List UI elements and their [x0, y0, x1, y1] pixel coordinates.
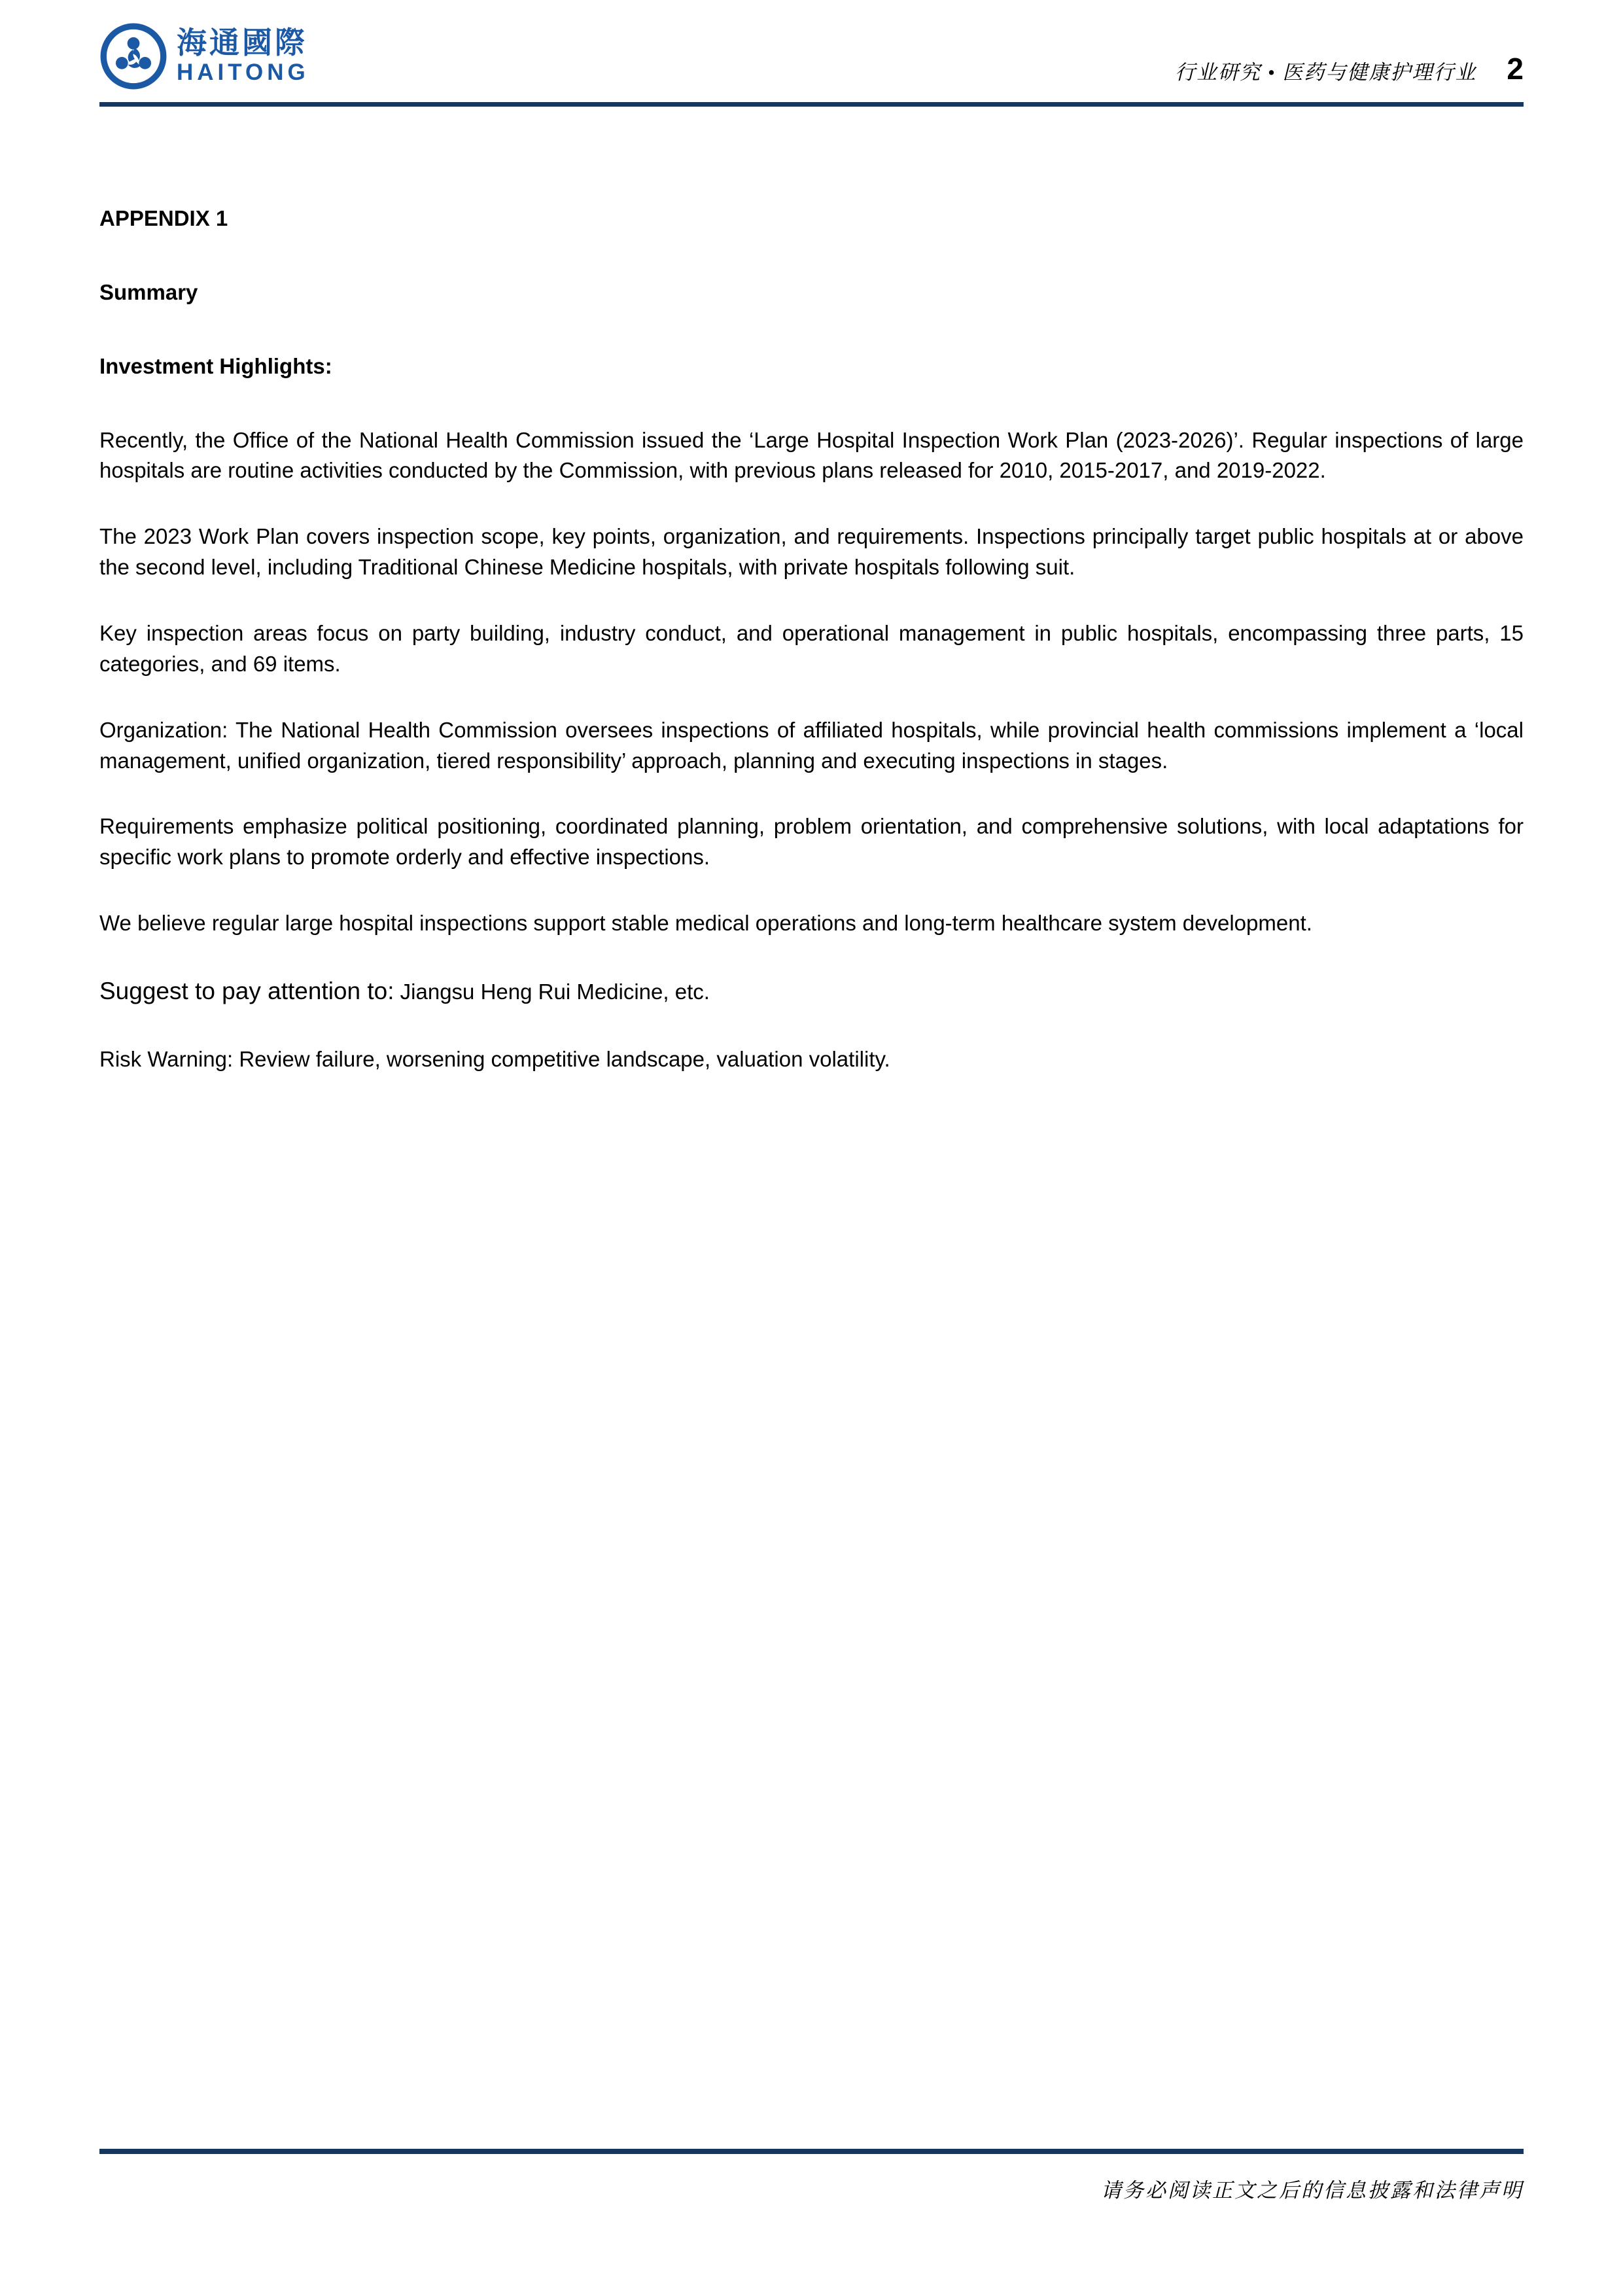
footer-disclaimer: 请务必阅读正文之后的信息披露和法律声明 — [1101, 2179, 1524, 2202]
paragraph-key-inspection-areas: Key inspection areas focus on party building, industry conduct, and operational management in public hospitals, encompassing three parts, 15 categories, and 69 items. — [99, 621, 1524, 676]
page-header — [99, 0, 1524, 97]
page-number: 2 — [1507, 52, 1524, 86]
paragraph-requirements: Requirements emphasize political positioning, coordinated planning, problem orientation, and comprehensive solutions, with local adaptations for specific work plans to promote orderly and effective inspections. — [99, 814, 1524, 870]
appendix-heading: APPENDIX 1 — [99, 206, 228, 230]
haitong-logo-icon — [99, 22, 167, 90]
paragraph-recent-plan: Recently, the Office of the National Health Commission issued the ‘Large Hospital Inspection Work Plan (2023-2026)’. Regular inspections of large hospitals are routine activities conducted by the Commission, with previous plans released for 2010, 2015-2017, and 2019-2022. — [99, 427, 1524, 483]
page-footer — [99, 2144, 1524, 2203]
paragraph-we-believe: We believe regular large hospital inspections support stable medical operations and long-term healthcare system development. — [99, 911, 1312, 936]
report-body — [99, 203, 1524, 1074]
header-divider — [99, 102, 1524, 107]
industry-topic-label: 行业研究 • 医药与健康护理行业 — [1175, 61, 1477, 84]
summary-heading: Summary — [99, 279, 198, 304]
paragraph-organization: Organization: The National Health Commission oversees inspections of affiliated hospitals, while provincial health commissions implement a ‘local management, unified organization, tiered responsibility’ approach, planning and executing inspections in stages. — [99, 717, 1524, 773]
suggest-attention-line — [99, 974, 1524, 1009]
risk-warning-line: Risk Warning: Review failure, worsening competitive landscape, valuation volatility. — [99, 1046, 890, 1071]
logo-chinese-name: 海通國際 — [177, 26, 307, 60]
header-right — [1175, 51, 1524, 90]
investment-highlights-heading: Investment Highlights: — [99, 353, 332, 378]
suggest-attention-lead: Suggest to pay attention to: — [99, 978, 394, 1005]
haitong-logo-text — [177, 27, 309, 85]
footer-divider — [99, 2149, 1524, 2154]
suggest-attention-companies: Jiangsu Heng Rui Medicine, etc. — [394, 980, 710, 1004]
paragraph-2023-work-plan: The 2023 Work Plan covers inspection scope, key points, organization, and requirements. Inspections principally target public hospitals at or above the second level, including Traditional Chinese Medicine hospitals, with private hospitals following suit. — [99, 524, 1524, 580]
logo-english-name: HAITONG — [177, 60, 309, 86]
haitong-logo — [99, 22, 309, 90]
